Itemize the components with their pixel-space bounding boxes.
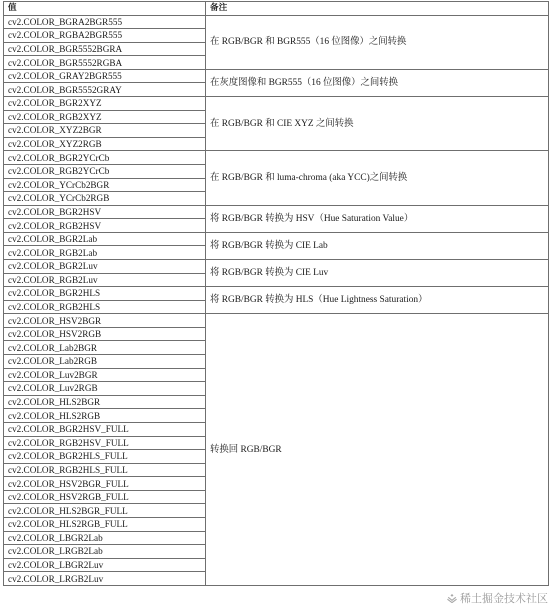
constant-value-cell: cv2.COLOR_RGB2HSV (4, 219, 206, 233)
table-row (4, 69, 549, 83)
constant-value-cell: cv2.COLOR_HSV2BGR (4, 314, 206, 328)
constant-value-cell: cv2.COLOR_HLS2BGR (4, 395, 206, 409)
constant-value-cell: cv2.COLOR_RGB2YCrCb (4, 164, 206, 178)
constant-value-cell: cv2.COLOR_Luv2BGR (4, 368, 206, 382)
constant-value-cell: cv2.COLOR_RGB2XYZ (4, 110, 206, 124)
note-cell: 转换回 RGB/BGR (206, 314, 549, 586)
constant-value-cell: cv2.COLOR_HSV2BGR_FULL (4, 477, 206, 491)
constant-value-cell: cv2.COLOR_RGB2Lab (4, 246, 206, 260)
constant-value-cell: cv2.COLOR_HSV2RGB (4, 327, 206, 341)
table-header-row (4, 2, 549, 16)
table-row (4, 287, 549, 301)
constant-value-cell: cv2.COLOR_RGB2Luv (4, 273, 206, 287)
watermark (445, 589, 550, 607)
table-row (4, 15, 549, 29)
constant-value-cell: cv2.COLOR_LRGB2Luv (4, 572, 206, 586)
constant-value-cell: cv2.COLOR_RGB2HLS_FULL (4, 463, 206, 477)
constant-value-cell: cv2.COLOR_Lab2RGB (4, 355, 206, 369)
constant-value-cell: cv2.COLOR_LRGB2Lab (4, 545, 206, 559)
note-cell: 将 RGB/BGR 转换为 CIE Luv (206, 259, 549, 286)
constant-value-cell: cv2.COLOR_RGBA2BGR555 (4, 29, 206, 43)
table-row (4, 314, 549, 328)
note-cell: 将 RGB/BGR 转换为 HSV（Hue Saturation Value） (206, 205, 549, 232)
table-body (4, 15, 549, 585)
constant-value-cell: cv2.COLOR_XYZ2BGR (4, 124, 206, 138)
conversion-table-container (3, 1, 548, 586)
constant-value-cell: cv2.COLOR_BGR2Lab (4, 232, 206, 246)
note-cell: 在灰度图像和 BGR555（16 位图像）之间转换 (206, 69, 549, 96)
constant-value-cell: cv2.COLOR_LBGR2Lab (4, 531, 206, 545)
constant-value-cell: cv2.COLOR_RGB2HLS (4, 300, 206, 314)
constant-value-cell: cv2.COLOR_BGR5552BGRA (4, 42, 206, 56)
color-conversion-table (3, 1, 549, 586)
table-row (4, 232, 549, 246)
note-cell: 在 RGB/BGR 和 CIE XYZ 之间转换 (206, 97, 549, 151)
note-cell: 在 RGB/BGR 和 luma-chroma (aka YCC)之间转换 (206, 151, 549, 205)
constant-value-cell: cv2.COLOR_GRAY2BGR555 (4, 69, 206, 83)
constant-value-cell: cv2.COLOR_LBGR2Luv (4, 558, 206, 572)
constant-value-cell: cv2.COLOR_Luv2RGB (4, 382, 206, 396)
constant-value-cell: cv2.COLOR_HLS2RGB (4, 409, 206, 423)
note-cell: 在 RGB/BGR 和 BGR555（16 位图像）之间转换 (206, 15, 549, 69)
header-note: 备注 (206, 2, 549, 16)
constant-value-cell: cv2.COLOR_HSV2RGB_FULL (4, 490, 206, 504)
constant-value-cell: cv2.COLOR_BGR5552GRAY (4, 83, 206, 97)
constant-value-cell: cv2.COLOR_RGB2HSV_FULL (4, 436, 206, 450)
constant-value-cell: cv2.COLOR_BGRA2BGR555 (4, 15, 206, 29)
constant-value-cell: cv2.COLOR_BGR2XYZ (4, 97, 206, 111)
table-row (4, 151, 549, 165)
constant-value-cell: cv2.COLOR_BGR2HSV_FULL (4, 422, 206, 436)
constant-value-cell: cv2.COLOR_YCrCb2RGB (4, 192, 206, 206)
constant-value-cell: cv2.COLOR_Lab2BGR (4, 341, 206, 355)
note-cell: 将 RGB/BGR 转换为 CIE Lab (206, 232, 549, 259)
constant-value-cell: cv2.COLOR_BGR2HLS (4, 287, 206, 301)
constant-value-cell: cv2.COLOR_BGR2YCrCb (4, 151, 206, 165)
constant-value-cell: cv2.COLOR_HLS2RGB_FULL (4, 517, 206, 531)
juejin-logo-icon (447, 593, 457, 603)
table-row (4, 259, 549, 273)
note-cell: 将 RGB/BGR 转换为 HLS（Hue Lightness Saturation） (206, 287, 549, 314)
watermark-text: 稀土掘金技术社区 (460, 592, 548, 605)
constant-value-cell: cv2.COLOR_XYZ2RGB (4, 137, 206, 151)
constant-value-cell: cv2.COLOR_BGR2HLS_FULL (4, 450, 206, 464)
constant-value-cell: cv2.COLOR_HLS2BGR_FULL (4, 504, 206, 518)
constant-value-cell: cv2.COLOR_YCrCb2BGR (4, 178, 206, 192)
constant-value-cell: cv2.COLOR_BGR5552RGBA (4, 56, 206, 70)
table-row (4, 97, 549, 111)
constant-value-cell: cv2.COLOR_BGR2HSV (4, 205, 206, 219)
table-row (4, 205, 549, 219)
constant-value-cell: cv2.COLOR_BGR2Luv (4, 259, 206, 273)
header-value: 值 (4, 2, 206, 16)
